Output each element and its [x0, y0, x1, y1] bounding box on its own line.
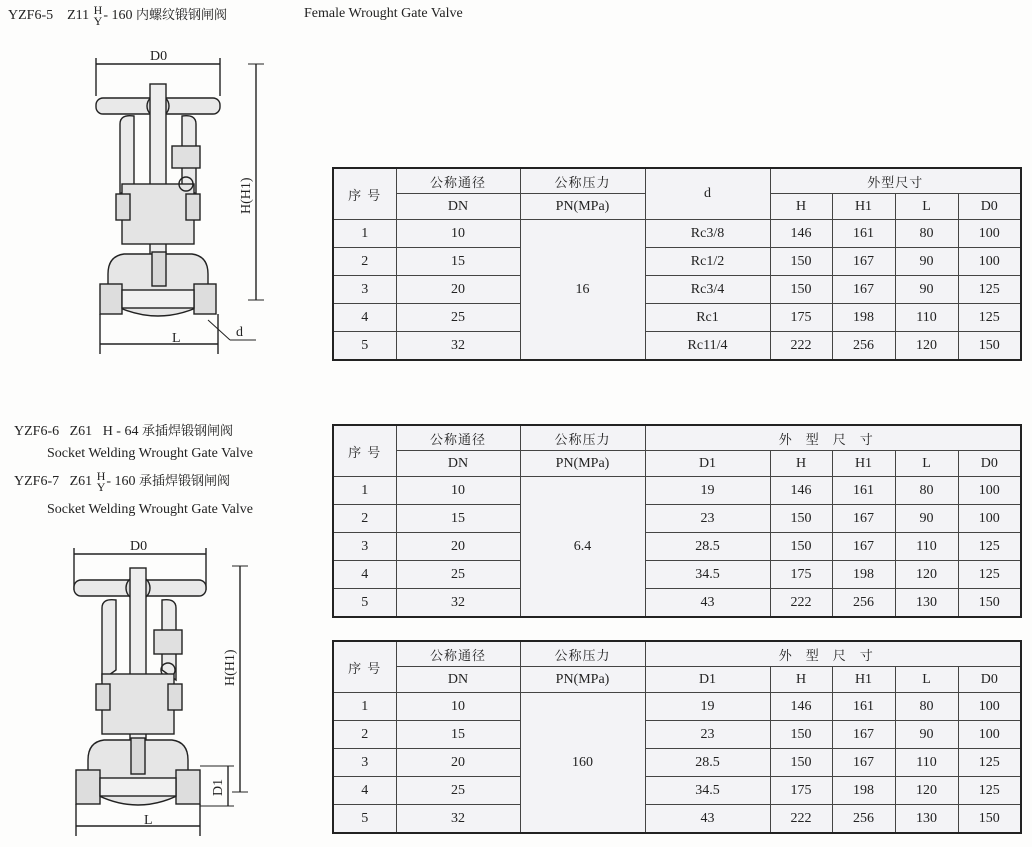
table-row: [333, 805, 1021, 834]
cell-H1: 198: [832, 561, 895, 589]
cell-L: 90: [895, 505, 958, 533]
section2-title-line1: [14, 420, 233, 440]
cell-no: 5: [333, 332, 396, 361]
label-h: H(H1): [223, 649, 238, 686]
header-H: H: [770, 667, 832, 693]
cell-pressure: 160: [520, 693, 645, 834]
label-d1: D1: [211, 778, 226, 796]
cell-D1: 34.5: [645, 561, 770, 589]
cell-dn: 25: [396, 777, 520, 805]
cell-H1: 198: [832, 777, 895, 805]
cell-d: Rc3/4: [645, 276, 770, 304]
cell-D0: 125: [958, 561, 1021, 589]
cell-dn: 20: [396, 276, 520, 304]
cell-D1: 19: [645, 477, 770, 505]
table-row: [333, 693, 1021, 721]
header-dimensions: 外型尺寸: [770, 168, 1021, 194]
header-D0: D0: [958, 667, 1021, 693]
cell-dn: 10: [396, 477, 520, 505]
cell-no: 4: [333, 777, 396, 805]
header-L: L: [895, 451, 958, 477]
header-D0: D0: [958, 451, 1021, 477]
cell-D0: 125: [958, 304, 1021, 332]
cell-D0: 100: [958, 477, 1021, 505]
model-code: YZF6-5: [8, 8, 54, 23]
header-L: L: [895, 667, 958, 693]
cell-pressure: 6.4: [520, 477, 645, 618]
cell-no: 2: [333, 505, 396, 533]
cell-no: 3: [333, 276, 396, 304]
cell-dn: 15: [396, 721, 520, 749]
cell-D0: 125: [958, 276, 1021, 304]
cell-dn: 25: [396, 304, 520, 332]
header-D1: D1: [645, 667, 770, 693]
header-L: L: [895, 194, 958, 220]
cell-H: 222: [770, 805, 832, 834]
model-suffix: - 160: [106, 474, 136, 489]
cell-no: 1: [333, 693, 396, 721]
cell-H: 146: [770, 693, 832, 721]
cell-L: 130: [895, 589, 958, 618]
label-d0: D0: [130, 539, 148, 554]
product-name-cn: 内螺纹锻钢闸阀: [136, 8, 228, 23]
header-H1: H1: [832, 194, 895, 220]
cell-H: 146: [770, 477, 832, 505]
header-H: H: [770, 451, 832, 477]
cell-D1: 23: [645, 505, 770, 533]
cell-H: 175: [770, 304, 832, 332]
cell-pressure: 16: [520, 220, 645, 361]
cell-H1: 167: [832, 533, 895, 561]
header-dimensions: 外型尺寸: [645, 641, 1021, 667]
header-H: H: [770, 194, 832, 220]
label-d0: D0: [150, 49, 168, 64]
header-dn-cn: 公称通径: [396, 641, 520, 667]
cell-dn: 10: [396, 693, 520, 721]
cell-H1: 198: [832, 304, 895, 332]
cell-H: 146: [770, 220, 832, 248]
cell-no: 1: [333, 477, 396, 505]
cell-H: 150: [770, 749, 832, 777]
cell-D1: 23: [645, 721, 770, 749]
cell-D1: 34.5: [645, 777, 770, 805]
cell-H: 150: [770, 505, 832, 533]
model-prefix: Z11: [67, 8, 90, 23]
cell-dn: 25: [396, 561, 520, 589]
cell-H: 222: [770, 589, 832, 618]
spec-table-3: [332, 640, 1022, 834]
table-row: [333, 477, 1021, 505]
cell-L: 120: [895, 777, 958, 805]
cell-dn: 15: [396, 505, 520, 533]
cell-D1: 28.5: [645, 533, 770, 561]
header-pn: PN(MPa): [520, 451, 645, 477]
cell-L: 120: [895, 332, 958, 361]
header-dn-cn: 公称通径: [396, 425, 520, 451]
header-dn: DN: [396, 667, 520, 693]
cell-D0: 125: [958, 749, 1021, 777]
header-pn-cn: 公称压力: [520, 425, 645, 451]
header-H1: H1: [832, 451, 895, 477]
cell-d: Rc11/4: [645, 332, 770, 361]
product-name-cn: 承插焊锻钢闸阀: [141, 424, 233, 439]
cell-L: 110: [895, 304, 958, 332]
model-fraction: H Y: [93, 2, 103, 28]
cell-H1: 167: [832, 505, 895, 533]
cell-D1: 43: [645, 805, 770, 834]
cell-H1: 161: [832, 477, 895, 505]
cell-H1: 256: [832, 332, 895, 361]
cell-L: 120: [895, 561, 958, 589]
cell-D0: 100: [958, 693, 1021, 721]
cell-L: 80: [895, 477, 958, 505]
cell-L: 90: [895, 721, 958, 749]
cell-H: 150: [770, 276, 832, 304]
product-name-en: Socket Welding Wrought Gate Valve: [47, 446, 253, 461]
cell-dn: 15: [396, 248, 520, 276]
cell-no: 3: [333, 533, 396, 561]
cell-H: 150: [770, 721, 832, 749]
cell-H: 175: [770, 561, 832, 589]
valve-drawing-1: [60, 44, 340, 364]
header-H1: H1: [832, 667, 895, 693]
cell-H1: 167: [832, 276, 895, 304]
table-row: [333, 777, 1021, 805]
cell-H1: 161: [832, 693, 895, 721]
cell-no: 4: [333, 561, 396, 589]
table-row: [333, 589, 1021, 618]
table-row: [333, 276, 1021, 304]
cell-H1: 161: [832, 220, 895, 248]
cell-dn: 20: [396, 533, 520, 561]
cell-H: 150: [770, 248, 832, 276]
model-code: YZF6-7: [14, 474, 60, 489]
cell-L: 130: [895, 805, 958, 834]
table-row: [333, 505, 1021, 533]
table-row: [333, 533, 1021, 561]
cell-H1: 167: [832, 749, 895, 777]
cell-D0: 125: [958, 777, 1021, 805]
cell-H1: 256: [832, 805, 895, 834]
cell-D0: 100: [958, 248, 1021, 276]
spec-table-2: [332, 424, 1022, 618]
header-pn: PN(MPa): [520, 194, 645, 220]
header-pn-cn: 公称压力: [520, 168, 645, 194]
product-name-cn: 承插焊锻钢闸阀: [139, 474, 231, 489]
cell-no: 2: [333, 721, 396, 749]
model-code: YZF6-6: [14, 424, 60, 439]
header-dn: DN: [396, 451, 520, 477]
header-dn: DN: [396, 194, 520, 220]
cell-D0: 150: [958, 589, 1021, 618]
cell-dn: 32: [396, 589, 520, 618]
spec-table-1: [332, 167, 1022, 361]
cell-D0: 100: [958, 505, 1021, 533]
cell-H1: 256: [832, 589, 895, 618]
cell-D0: 125: [958, 533, 1021, 561]
cell-no: 2: [333, 248, 396, 276]
cell-L: 90: [895, 276, 958, 304]
header-seq: 序 号: [333, 425, 396, 477]
cell-D0: 150: [958, 805, 1021, 834]
cell-D1: 28.5: [645, 749, 770, 777]
table-row: [333, 332, 1021, 361]
header-dn-cn: 公称通径: [396, 168, 520, 194]
cell-no: 1: [333, 220, 396, 248]
header-pn: PN(MPa): [520, 667, 645, 693]
header-D1: D1: [645, 451, 770, 477]
table-row: [333, 721, 1021, 749]
cell-D0: 100: [958, 721, 1021, 749]
cell-H: 222: [770, 332, 832, 361]
header-d: d: [645, 168, 770, 220]
label-h: H(H1): [239, 177, 254, 214]
header-seq: 序 号: [333, 168, 396, 220]
section1-title: [8, 4, 227, 27]
product-name-en: Female Wrought Gate Valve: [304, 6, 463, 21]
cell-dn: 10: [396, 220, 520, 248]
cell-L: 80: [895, 220, 958, 248]
section2-title-line2: [14, 470, 230, 493]
table-row: [333, 304, 1021, 332]
cell-no: 5: [333, 805, 396, 834]
header-pn-cn: 公称压力: [520, 641, 645, 667]
cell-D1: 19: [645, 693, 770, 721]
cell-no: 4: [333, 304, 396, 332]
cell-D0: 100: [958, 220, 1021, 248]
model-prefix: Z61: [69, 474, 93, 489]
table-row: [333, 561, 1021, 589]
cell-D0: 150: [958, 332, 1021, 361]
label-d: d: [236, 325, 243, 340]
cell-dn: 32: [396, 805, 520, 834]
cell-L: 110: [895, 533, 958, 561]
header-seq: 序 号: [333, 641, 396, 693]
table-row: [333, 248, 1021, 276]
cell-d: Rc1: [645, 304, 770, 332]
cell-H: 150: [770, 533, 832, 561]
cell-no: 3: [333, 749, 396, 777]
header-dimensions: 外型尺寸: [645, 425, 1021, 451]
cell-H: 175: [770, 777, 832, 805]
cell-H1: 167: [832, 721, 895, 749]
table-row: [333, 749, 1021, 777]
cell-L: 80: [895, 693, 958, 721]
cell-d: Rc1/2: [645, 248, 770, 276]
table-row: [333, 220, 1021, 248]
cell-D1: 43: [645, 589, 770, 618]
model-suffix: - 160: [103, 8, 133, 23]
label-l: L: [144, 813, 153, 828]
cell-dn: 20: [396, 749, 520, 777]
valve-drawing-2: [58, 534, 338, 844]
cell-no: 5: [333, 589, 396, 618]
header-D0: D0: [958, 194, 1021, 220]
cell-dn: 32: [396, 332, 520, 361]
cell-L: 90: [895, 248, 958, 276]
model-fraction: H Y: [96, 468, 106, 494]
model-suffix: H - 64: [102, 424, 139, 439]
cell-H1: 167: [832, 248, 895, 276]
model-prefix: Z61: [69, 424, 93, 439]
label-l: L: [172, 331, 181, 346]
cell-L: 110: [895, 749, 958, 777]
product-name-en: Socket Welding Wrought Gate Valve: [47, 502, 253, 517]
cell-d: Rc3/8: [645, 220, 770, 248]
